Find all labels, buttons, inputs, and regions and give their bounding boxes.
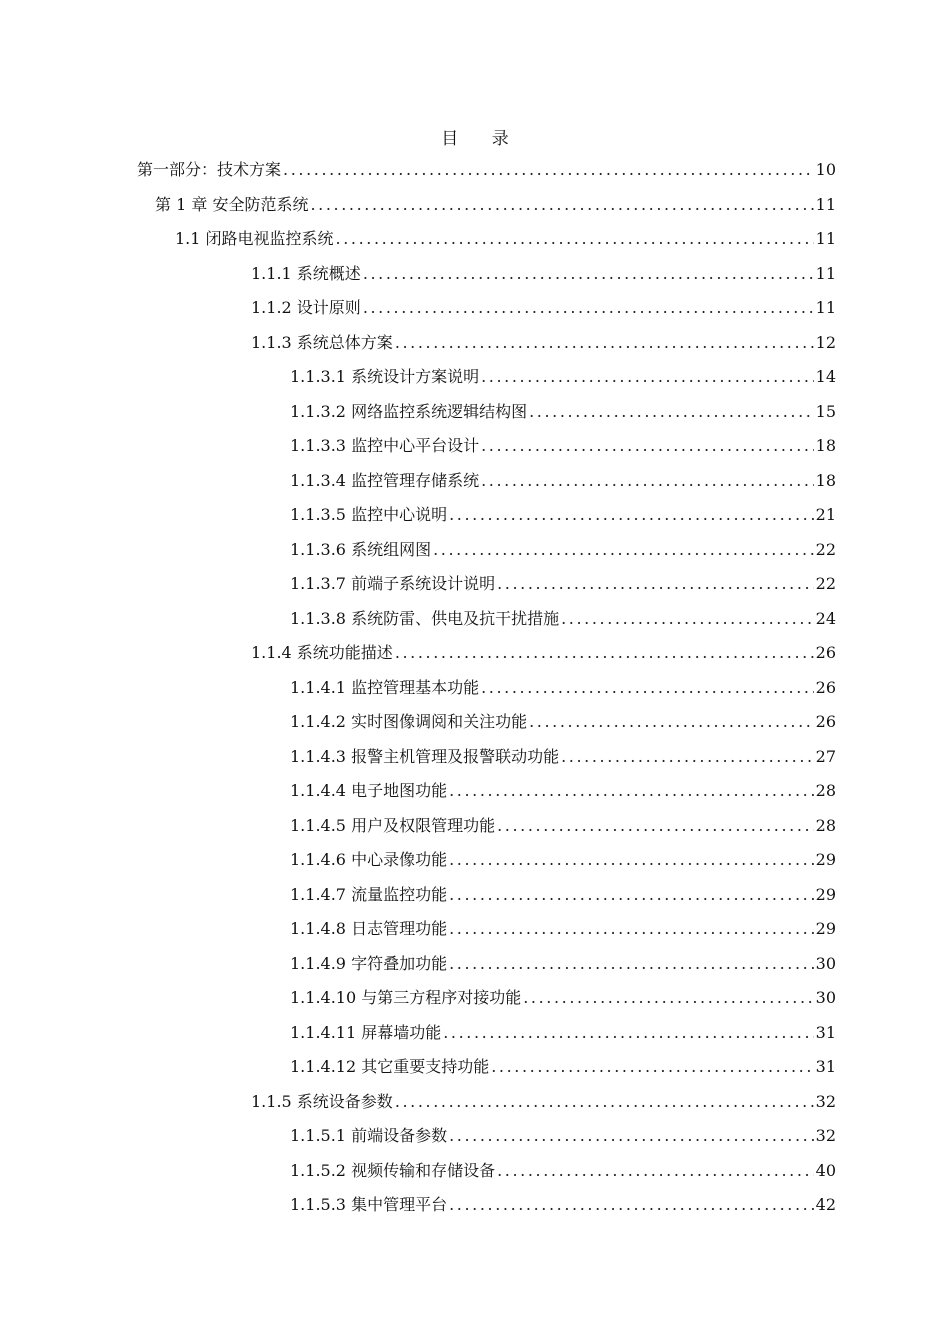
toc-entry[interactable]	[0, 671, 950, 706]
toc-entry[interactable]	[0, 1085, 950, 1120]
toc-entry-page-number: 21	[815, 505, 836, 524]
toc-entry-page-number: 31	[815, 1022, 836, 1042]
toc-entry-page-number: 11	[815, 263, 836, 283]
toc-entry-page-number: 12	[815, 332, 836, 352]
toc-entry-page-number: 42	[815, 1195, 836, 1214]
toc-entry[interactable]	[0, 602, 950, 637]
toc-entry-page-number: 29	[815, 884, 836, 904]
toc-entry-label: 1.1.4.11 屏幕墙功能	[290, 1022, 442, 1042]
toc-entry-page-number: 32	[815, 1091, 836, 1111]
toc-entry[interactable]	[0, 326, 950, 361]
toc-dot-leader	[443, 1016, 813, 1051]
toc-entry-label: 1.1.3.6 系统组网图	[290, 539, 432, 559]
toc-entry-page-number: 26	[815, 677, 836, 697]
toc-entry[interactable]	[0, 188, 950, 223]
toc-entry-label: 1.1.4.2 实时图像调阅和关注功能	[290, 712, 528, 731]
toc-entry-page-number: 15	[815, 401, 836, 421]
toc-dot-leader	[395, 636, 814, 671]
toc-entry-label: 1.1.4.12 其它重要支持功能	[290, 1057, 490, 1076]
toc-entry[interactable]	[0, 740, 950, 775]
toc-entry-page-number: 14	[815, 367, 836, 386]
toc-entry-label: 1.1.5.3 集中管理平台	[290, 1195, 448, 1214]
toc-dot-leader	[561, 740, 814, 775]
toc-entry[interactable]	[0, 981, 950, 1016]
toc-dot-leader	[497, 1154, 814, 1189]
toc-dot-leader	[336, 222, 814, 257]
toc-entry-page-number: 40	[815, 1160, 836, 1180]
toc-entry-page-number: 18	[815, 470, 836, 490]
toc-dot-leader	[529, 705, 814, 740]
toc-dot-leader	[363, 291, 814, 326]
toc-entry[interactable]	[0, 533, 950, 568]
toc-dot-leader	[433, 533, 814, 568]
toc-dot-leader	[310, 188, 813, 223]
toc-entry-page-number: 18	[815, 436, 836, 455]
toc-entry-label: 1.1.3.8 系统防雷、供电及抗干扰措施	[290, 608, 560, 628]
toc-entry-label: 1.1.1 系统概述	[251, 263, 361, 283]
toc-title: 目 录	[441, 129, 523, 149]
toc-dot-leader	[497, 567, 814, 602]
toc-dot-leader	[395, 326, 814, 361]
toc-entry[interactable]	[0, 498, 950, 533]
toc-dot-leader	[529, 395, 814, 430]
toc-dot-leader	[449, 498, 814, 533]
toc-entry-page-number: 32	[815, 1126, 836, 1145]
toc-entry[interactable]	[0, 429, 950, 464]
toc-entry-page-number: 11	[815, 194, 836, 214]
toc-entry[interactable]	[0, 1154, 950, 1189]
toc-dot-leader	[449, 1188, 814, 1223]
toc-entry[interactable]	[0, 809, 950, 844]
toc-entry-page-number: 28	[815, 815, 836, 835]
toc-entry-label: 1.1.4.6 中心录像功能	[290, 850, 448, 869]
toc-entry[interactable]	[0, 636, 950, 671]
toc-dot-leader	[449, 843, 814, 878]
toc-entry-label: 1.1.3 系统总体方案	[251, 332, 393, 352]
toc-entry[interactable]	[0, 395, 950, 430]
toc-dot-leader	[449, 774, 814, 809]
toc-entry-label: 1.1.5 系统设备参数	[251, 1091, 393, 1111]
toc-entry[interactable]	[0, 1188, 950, 1223]
toc-dot-leader	[481, 360, 814, 395]
toc-entry-label: 1.1.4.4 电子地图功能	[290, 781, 448, 800]
toc-entry-label: 1.1.3.1 系统设计方案说明	[290, 367, 480, 386]
toc-entry-label: 1.1.4.9 字符叠加功能	[290, 953, 448, 973]
toc-dot-leader	[283, 153, 814, 188]
toc-entry-label: 1.1.3.4 监控管理存储系统	[290, 470, 480, 490]
toc-entry-label: 1.1 闭路电视监控系统	[175, 229, 334, 248]
toc-entry-label: 1.1.3.5 监控中心说明	[290, 505, 448, 524]
toc-entry[interactable]	[0, 153, 950, 188]
toc-entry-page-number: 29	[815, 850, 836, 869]
toc-entry-page-number: 30	[815, 988, 836, 1007]
toc-dot-leader	[497, 809, 814, 844]
toc-entry-label: 1.1.3.2 网络监控系统逻辑结构图	[290, 401, 528, 421]
toc-dot-leader	[561, 602, 814, 637]
toc-list	[0, 153, 950, 1223]
toc-dot-leader	[395, 1085, 814, 1120]
toc-entry-page-number: 28	[815, 781, 836, 800]
toc-entry-page-number: 30	[815, 953, 836, 973]
toc-entry-page-number: 11	[815, 229, 836, 248]
toc-entry-page-number: 27	[815, 746, 836, 766]
toc-entry-label: 1.1.3.3 监控中心平台设计	[290, 436, 480, 455]
toc-entry-page-number: 26	[815, 643, 836, 662]
toc-entry-page-number: 11	[815, 298, 836, 317]
toc-entry[interactable]	[0, 843, 950, 878]
toc-dot-leader	[481, 671, 814, 706]
toc-entry-label: 1.1.2 设计原则	[251, 298, 361, 317]
toc-entry[interactable]	[0, 257, 950, 292]
toc-entry[interactable]	[0, 222, 950, 257]
toc-dot-leader	[449, 878, 814, 913]
toc-dot-leader	[481, 429, 814, 464]
toc-entry[interactable]	[0, 291, 950, 326]
toc-dot-leader	[449, 912, 814, 947]
toc-entry-label: 1.1.3.7 前端子系统设计说明	[290, 574, 496, 593]
toc-entry-label: 1.1.4.8 日志管理功能	[290, 919, 448, 938]
toc-entry-label: 第一部分：技术方案	[137, 160, 282, 179]
toc-entry-label: 1.1.4.3 报警主机管理及报警联动功能	[290, 746, 560, 766]
toc-dot-leader	[491, 1050, 813, 1085]
toc-dot-leader	[363, 257, 814, 292]
toc-entry-label: 1.1.4.10 与第三方程序对接功能	[290, 988, 522, 1007]
toc-entry-label: 1.1.4.1 监控管理基本功能	[290, 677, 480, 697]
toc-entry[interactable]	[0, 1119, 950, 1154]
toc-entry[interactable]	[0, 1016, 950, 1051]
toc-entry-page-number: 22	[815, 574, 836, 593]
toc-entry-label: 1.1.4.5 用户及权限管理功能	[290, 815, 496, 835]
toc-entry[interactable]	[0, 360, 950, 395]
toc-entry[interactable]	[0, 705, 950, 740]
toc-entry-label: 1.1.4.7 流量监控功能	[290, 884, 448, 904]
toc-entry-label: 1.1.5.1 前端设备参数	[290, 1126, 448, 1145]
toc-entry[interactable]	[0, 912, 950, 947]
toc-entry-label: 1.1.4 系统功能描述	[251, 643, 393, 662]
toc-dot-leader	[449, 947, 814, 982]
toc-dot-leader	[449, 1119, 814, 1154]
toc-entry[interactable]	[0, 947, 950, 982]
toc-entry-label: 1.1.5.2 视频传输和存储设备	[290, 1160, 496, 1180]
toc-entry-page-number: 26	[815, 712, 836, 731]
toc-entry[interactable]	[0, 464, 950, 499]
toc-entry[interactable]	[0, 774, 950, 809]
toc-entry[interactable]	[0, 1050, 950, 1085]
toc-entry[interactable]	[0, 567, 950, 602]
toc-dot-leader	[481, 464, 814, 499]
toc-entry-page-number: 10	[815, 160, 836, 179]
toc-entry-label: 第 1 章 安全防范系统	[155, 194, 309, 214]
toc-entry-page-number: 31	[815, 1057, 836, 1076]
toc-entry-page-number: 29	[815, 919, 836, 938]
toc-entry-page-number: 24	[815, 608, 836, 628]
toc-entry-page-number: 22	[815, 539, 836, 559]
toc-entry[interactable]	[0, 878, 950, 913]
toc-dot-leader	[523, 981, 813, 1016]
